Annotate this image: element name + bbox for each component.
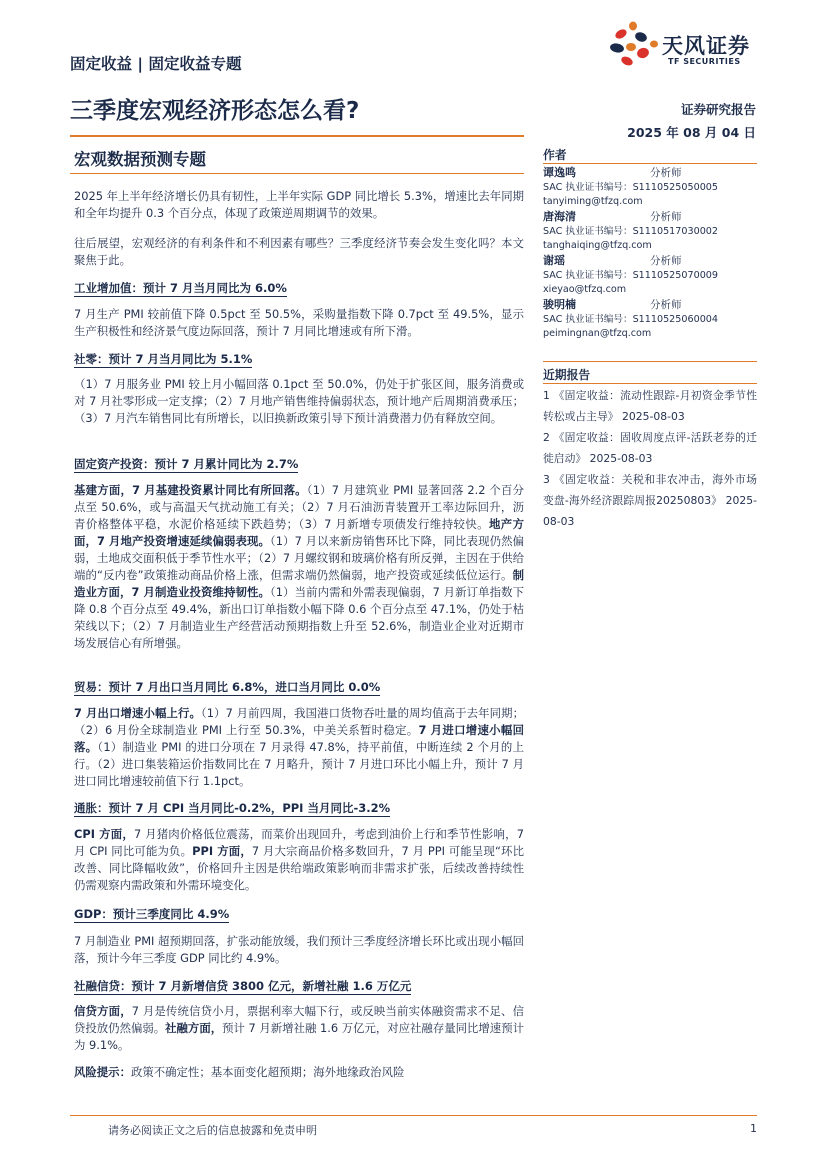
author-card <box>543 210 757 253</box>
authors-heading: 作者 <box>543 148 567 162</box>
fai-property-lead: 地产方面，7 月地产投资增速延续偏弱表现。 <box>74 517 524 548</box>
author-name: 唐海清 <box>543 210 576 223</box>
section-text-finance <box>74 1003 524 1054</box>
author-card <box>543 298 757 341</box>
section-heading-retail: 社零：预计 7 月当月同比为 5.1% <box>74 352 253 366</box>
finance-credit-text: 7 月是传统信贷小月，票据利率大幅下行，或反映当前实体融资需求不足、信贷投放仍然偏弱。 <box>74 1004 524 1035</box>
section-text-inflation <box>74 826 524 894</box>
section-heading-trade: 贸易：预计 7 月出口当月同比 6.8%，进口当月同比 0.0% <box>74 680 381 694</box>
section-heading-gdp: GDP：预计三季度同比 4.9% <box>74 907 230 921</box>
intro-paragraph-2: 往后展望，宏观经济的有利条件和不利因素有哪些？三季度经济节奏会发生变化吗？本文聚焦于此。 <box>74 236 524 267</box>
author-certificate: SAC 执业证书编号：S1110525050005 <box>543 182 719 193</box>
fai-property-text: （1）7 月以来新房销售环比下降，同比表现仍然偏弱，土地成交面积低于季节性水平；（2）7 月螺纹钢和玻璃价格有所反弹，主因在于供给端的“反内卷”政策推动商品价格上涨，但需求端仍然偏弱，地产投资或延续低位运行。 <box>74 534 524 582</box>
inflation-cpi-text: 7 月猪肉价格低位震荡，而菜价出现回升，考虑到油价上行和季节性影响，7 月 CPI 同比可能为负。 <box>74 827 524 858</box>
recent-report-item[interactable]: 2 《固定收益：固收周度点评-活跃老券的迁徙启动》 2025-08-03 <box>543 431 757 465</box>
report-subtitle: 宏观数据预测专题 <box>74 150 206 169</box>
risk-text: 政策不确定性；基本面变化超预期；海外地缘政治风险 <box>130 1065 405 1079</box>
author-name: 谭逸鸣 <box>543 166 576 179</box>
author-role: 分析师 <box>650 255 682 267</box>
recent-report-item[interactable]: 1 《固定收益：流动性跟踪-月初资金季节性转松或占主导》 2025-08-03 <box>543 389 757 423</box>
section-text-fai <box>74 482 524 652</box>
heading-underline <box>74 472 298 473</box>
company-logo-icon <box>607 20 665 70</box>
section-text-trade <box>74 705 524 790</box>
reports-top-divider <box>543 361 757 362</box>
fai-mfg-text: （1）当前内需和外需表现偏弱，7 月新订单指数下降 0.8 个百分点至 49.4%，新出口订单指数小幅下降 0.6 个百分点至 47.1%，仍处于枯荣线以下；（2）7 月制造业生产经营活动预期指数上升至 52.6%，制造业企业对近期市场发展信心有所增强。 <box>74 585 524 650</box>
author-card <box>543 254 757 297</box>
author-certificate: SAC 执业证书编号：S1110525070009 <box>543 270 719 281</box>
company-logo-english: TF SECURITIES <box>668 57 741 66</box>
heading-underline <box>74 695 380 696</box>
author-card <box>543 166 757 209</box>
section-heading-industry: 工业增加值：预计 7 月当月同比为 6.0% <box>74 281 287 295</box>
document-type: 证券研究报告 <box>680 102 756 117</box>
footer-divider <box>70 1115 757 1116</box>
trade-import-text: （1）制造业 PMI 的进口分项在 7 月录得 47.8%，持平前值，中断连续 2 个月的上行。（2）进口集装箱运价指数同比在 7 月略升，预计 7 月进口环比小幅上升，预计 7 月进口同比增速较前值下行 1.1pct。 <box>74 740 524 788</box>
inflation-ppi-text: 7 月大宗商品价格多数回升，7 月 PPI 可能呈现“环比改善、同比降幅收敛”，价格回升主因是供给端政策影响而非需求扩张，后续改善持续性仍需观察内需政策和外需环境变化。 <box>74 844 524 892</box>
author-role: 分析师 <box>650 299 682 311</box>
heading-underline <box>74 367 252 368</box>
author-role: 分析师 <box>650 211 682 223</box>
author-email[interactable]: xieyao@tfzq.com <box>543 284 627 295</box>
section-heading-finance: 社融信贷：预计 7 月新增信贷 3800 亿元，新增社融 1.6 万亿元 <box>74 979 412 993</box>
fai-infra-lead: 基建方面，7 月基建投资累计同比有所回落。 <box>74 483 307 497</box>
trade-import-lead: 7 月进口增速小幅回落。 <box>74 723 524 754</box>
author-certificate: SAC 执业证书编号：S1110525060004 <box>543 314 719 325</box>
fai-mfg-lead: 制造业方面，7 月制造业投资维持韧性。 <box>74 568 524 599</box>
author-name: 谢瑶 <box>543 254 565 267</box>
page-number: 1 <box>750 1122 757 1135</box>
risk-label: 风险提示： <box>74 1065 131 1079</box>
heading-underline <box>74 922 229 923</box>
author-email[interactable]: peimingnan@tfzq.com <box>543 328 652 339</box>
risk-warning <box>74 1064 524 1081</box>
section-heading-fai: 固定资产投资：预计 7 月累计同比为 2.7% <box>74 457 299 471</box>
section-text-retail: （1）7 月服务业 PMI 较上月小幅回落 0.1pct 至 50.0%，仍处于扩张区间，服务消费或对 7 月社零形成一定支撑；（2）7 月地产销售维持偏弱状态，预计地产后周期消费承压；（3）7 月汽车销售同比有所增长，以旧换新政策引导下预计消费潜力仍有释放空间。 <box>74 377 524 425</box>
report-category: 固定收益 | 固定收益专题 <box>70 55 242 73</box>
intro-paragraph-1: 2025 年上半年经济增长仍具有韧性，上半年实际 GDP 同比增长 5.3%，增速比去年同期和全年均提升 0.3 个百分点，体现了政策逆周期调节的效果。 <box>74 189 524 220</box>
author-role: 分析师 <box>650 167 682 179</box>
section-heading-inflation: 通胀：预计 7 月 CPI 当月同比-0.2%，PPI 当月同比-3.2% <box>74 801 391 815</box>
recent-report-item[interactable]: 3 《固定收益：关税和非农冲击，海外市场变盘-海外经济跟踪周报20250803》 2025-08-03 <box>543 473 757 528</box>
heading-underline <box>74 296 287 297</box>
inflation-ppi-lead: PPI 方面， <box>192 844 252 858</box>
company-logo-text: 天风证券 <box>662 34 750 58</box>
section-text-industry: 7 月生产 PMI 较前值下降 0.5pct 至 50.5%，采购量指数下降 0.7pct 至 49.5%，显示生产积极性和经济景气度边际回落，预计 7 月同比增速或有所下滑。 <box>74 307 524 338</box>
inflation-cpi-lead: CPI 方面， <box>74 827 134 841</box>
heading-underline <box>74 994 411 995</box>
finance-tsf-lead: 社融方面， <box>165 1021 223 1035</box>
trade-export-lead: 7 月出口增速小幅上行。 <box>74 706 201 720</box>
page-title: 三季度宏观经济形态怎么看? <box>70 98 360 124</box>
author-email[interactable]: tanghaiqing@tfzq.com <box>543 240 652 251</box>
report-date: 2025 年 08 月 04 日 <box>627 125 756 140</box>
title-divider <box>70 135 524 137</box>
finance-credit-lead: 信贷方面， <box>74 1004 132 1018</box>
author-certificate: SAC 执业证书编号：S1110517030002 <box>543 226 719 237</box>
recent-reports-heading: 近期报告 <box>543 368 591 382</box>
recent-reports-list <box>543 385 757 532</box>
footer-disclaimer: 请务必阅读正文之后的信息披露和免责申明 <box>108 1124 317 1137</box>
authors-divider <box>543 163 757 164</box>
author-email[interactable]: tanyiming@tfzq.com <box>543 196 643 207</box>
reports-divider <box>543 383 757 384</box>
subtitle-divider <box>70 173 524 174</box>
trade-export-text: （1）7 月前四周，我国港口货物吞吐量的周均值高于去年同期；（2）6 月份全球制造业 PMI 上行至 50.3%，中美关系暂时稳定。 <box>74 706 524 737</box>
section-text-gdp: 7 月制造业 PMI 超预期回落，扩张动能放缓，我们预计三季度经济增长环比或出现小幅回落，预计今年三季度 GDP 同比约 4.9%。 <box>74 934 524 965</box>
author-name: 骏明楠 <box>543 298 576 311</box>
heading-underline <box>74 816 390 817</box>
fai-infra-text: （1）7 月建筑业 PMI 显著回落 2.2 个百分点至 50.6%，或与高温天气扰动施工有关；（2）7 月石油沥青装置开工率边际回升，沥青价格整体平稳，水泥价格延续下跌趋势；（3）7 月新增专项债发行维持较快。 <box>74 483 524 531</box>
finance-tsf-text: 预计 7 月新增社融 1.6 万亿元，对应社融存量同比增速预计为 9.1%。 <box>74 1021 524 1052</box>
